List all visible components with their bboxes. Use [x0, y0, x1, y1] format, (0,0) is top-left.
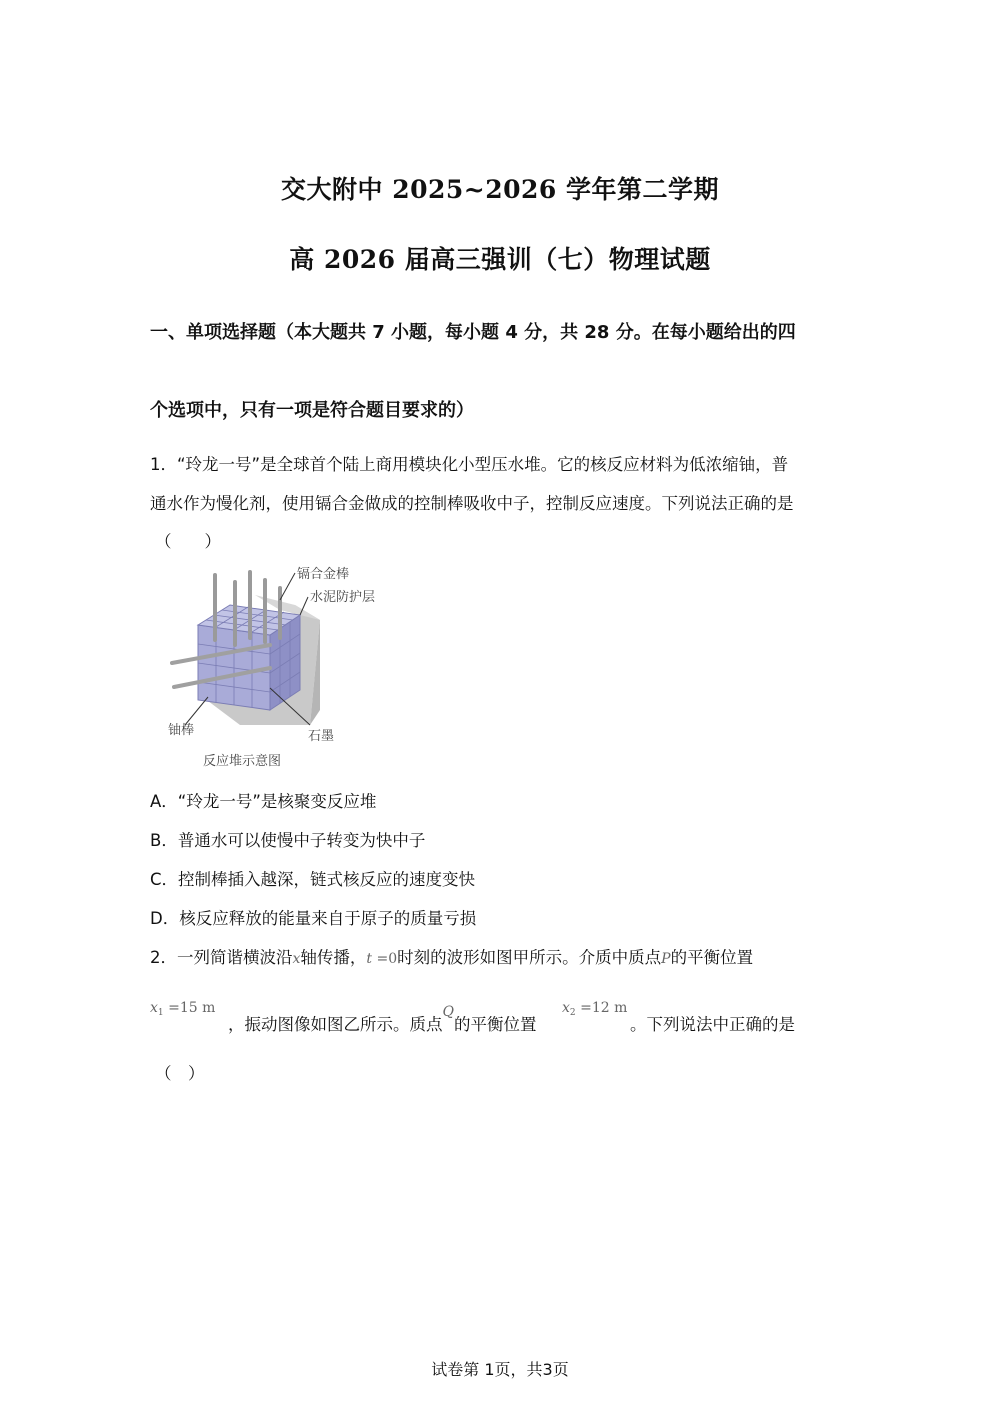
- q2-var-p: P: [661, 951, 671, 967]
- section-heading-line2: 个选项中，只有一项是符合题目要求的）: [150, 400, 474, 421]
- q1-option-a: A．“玲龙一号”是核聚变反应堆: [150, 792, 377, 811]
- q2-var-t: t: [366, 951, 373, 967]
- q2-seg7: 。下列说法中正确的是: [630, 1015, 795, 1034]
- q2-x1-sub: 1: [157, 1008, 164, 1018]
- q2-seg1: 2．一列简谐横波沿: [150, 948, 293, 967]
- q1-option-b: B．普通水可以使慢中子转变为快中子: [150, 831, 426, 850]
- q2-x2-sub: 2: [569, 1008, 576, 1018]
- q2-seg3: 时刻的波形如图甲所示。介质中质点: [397, 948, 662, 967]
- reactor-diagram: [160, 560, 400, 775]
- q2-var-x: x: [292, 951, 301, 967]
- q1-stem-line1: 1．“玲龙一号”是全球首个陆上商用模块化小型压水堆。它的核反应材料为低浓缩铀，普: [150, 455, 789, 474]
- page-footer: 试卷第 1页，共3页: [431, 1360, 569, 1379]
- q2-x2-eq: =12 m: [575, 1000, 628, 1016]
- q2-seg4: 的平衡位置: [670, 948, 754, 967]
- label-cadmium-rod: 镉合金棒: [297, 567, 350, 582]
- label-uranium-rod: 铀棒: [168, 723, 195, 738]
- figure-caption: 反应堆示意图: [203, 754, 282, 769]
- label-graphite: 石墨: [308, 729, 335, 744]
- q2-stem-line1: [150, 944, 753, 968]
- q2-eq-t: =0: [372, 951, 398, 967]
- exam-title-line1: 交大附中 2025~2026 学年第二学期: [280, 175, 719, 204]
- q1-answer-bracket: （ ）: [155, 532, 221, 551]
- q2-x1-eq: =15 m: [163, 1000, 216, 1016]
- q2-x2-var: x: [562, 1000, 570, 1016]
- q2-seg6: 的平衡位置: [453, 1015, 537, 1034]
- q2-x1-expression: [150, 997, 215, 1018]
- q2-x2-expression: [562, 997, 627, 1018]
- q2-seg5: ，振动图像如图乙所示。质点: [228, 1015, 443, 1034]
- q2-x1-var: x: [150, 1000, 158, 1016]
- q1-option-c: C．控制棒插入越深，链式核反应的速度变快: [150, 870, 476, 889]
- q2-var-q: Q: [442, 1004, 454, 1020]
- q2-answer-bracket: （ ）: [155, 1064, 205, 1083]
- exam-title-line2: 高 2026 届高三强训（七）物理试题: [289, 245, 711, 274]
- q1-option-d: D．核反应释放的能量来自于原子的质量亏损: [150, 909, 477, 928]
- q1-stem-line2: 通水作为慢化剂，使用镉合金做成的控制棒吸收中子，控制反应速度。下列说法正确的是: [150, 494, 794, 513]
- q2-stem-line2: [228, 1004, 537, 1035]
- label-cement-layer: 水泥防护层: [310, 590, 376, 605]
- q2-seg2: 轴传播，: [300, 948, 367, 967]
- section-heading-line1: 一、单项选择题（本大题共 7 小题，每小题 4 分，共 28 分。在每小题给出的四: [150, 322, 796, 343]
